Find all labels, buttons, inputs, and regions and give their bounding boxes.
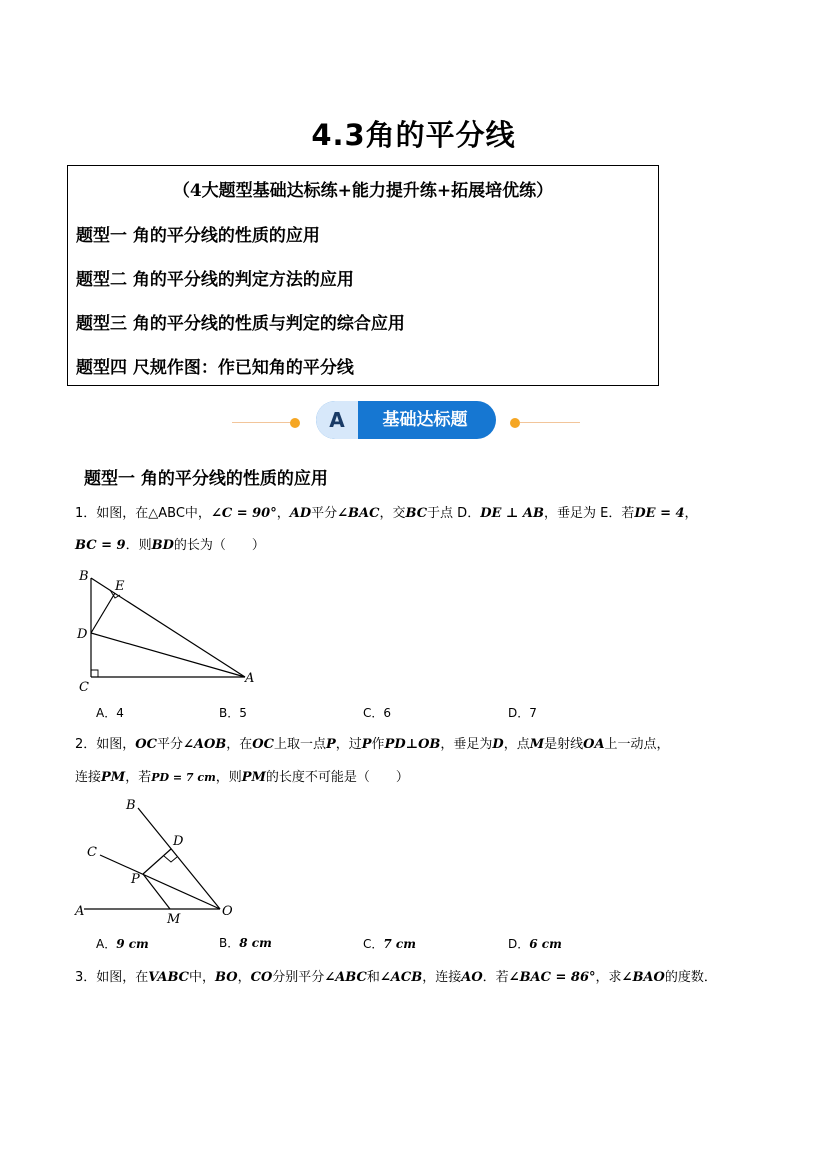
- text: ，垂足为 E．若: [544, 506, 635, 521]
- q1-option-d: D．7: [508, 706, 537, 720]
- math: OC: [135, 737, 157, 752]
- text: 的长为（ ）: [173, 538, 265, 553]
- text: 2．如图，: [75, 737, 136, 752]
- text: 作: [371, 737, 385, 752]
- text: 于点 D．: [427, 506, 481, 521]
- q2-line2: [75, 768, 409, 788]
- text: 连接: [75, 770, 102, 785]
- text: ，点: [503, 737, 530, 752]
- banner-dot-right: [510, 418, 520, 428]
- q2-option-a: [96, 934, 149, 954]
- text: ，若: [125, 770, 152, 785]
- math: AD: [289, 506, 312, 521]
- outline-item: 题型三 角的平分线的性质与判定的综合应用: [76, 314, 405, 334]
- q3-line: [75, 968, 717, 988]
- label-a: A: [75, 904, 85, 919]
- text: D．: [508, 937, 530, 951]
- label-d: D: [173, 834, 184, 849]
- math: ∠BAC: [337, 506, 380, 521]
- math: DE ⊥ AB: [480, 506, 544, 521]
- math: 8 cm: [239, 936, 272, 950]
- q1-option-b: B．5: [219, 706, 247, 720]
- segment-ad: [91, 633, 245, 677]
- math: 7 cm: [383, 937, 416, 951]
- text: A．: [96, 937, 117, 951]
- label-a: A: [245, 671, 255, 686]
- text: 平分: [156, 737, 183, 752]
- text: ，垂足为: [440, 737, 493, 752]
- text: ，在: [226, 737, 253, 752]
- text: ，则: [215, 770, 242, 785]
- math: BC: [405, 506, 428, 521]
- label-o: O: [222, 904, 233, 919]
- math: BC = 9: [75, 538, 126, 553]
- text: ，: [276, 506, 290, 521]
- math: 9 cm: [116, 937, 149, 951]
- text: 是射线: [544, 737, 584, 752]
- math: OA: [583, 737, 605, 752]
- label-m: M: [167, 912, 181, 927]
- math: ∠BAO: [621, 970, 665, 985]
- text: 的长度不可能是（ ）: [265, 770, 409, 785]
- q2-line1: [75, 735, 670, 755]
- right-angle-c: [91, 670, 98, 677]
- q1-figure: [70, 562, 270, 697]
- math: ∠ACB: [379, 970, 423, 985]
- text: ，过: [335, 737, 362, 752]
- math: PM: [101, 770, 126, 785]
- math: P: [361, 737, 372, 752]
- text: ，: [684, 506, 698, 521]
- text: 平分: [311, 506, 338, 521]
- text: C．: [363, 937, 384, 951]
- segment-pm: [143, 874, 170, 909]
- text: 上取一点: [273, 737, 326, 752]
- outline-item: 题型四 尺规作图：作已知角的平分线: [76, 358, 354, 378]
- label-d: D: [77, 627, 88, 642]
- topic-outline-box: [67, 165, 659, 386]
- math: BD: [151, 538, 174, 553]
- math: PD⊥OB: [384, 737, 441, 752]
- math: D: [492, 737, 504, 752]
- label-p: P: [131, 872, 140, 887]
- label-b: B: [126, 798, 136, 813]
- outline-item: 题型二 角的平分线的判定方法的应用: [76, 270, 354, 290]
- text: 3．如图，在: [75, 970, 149, 985]
- math: ∠BAC = 86°: [508, 970, 596, 985]
- label-e: E: [115, 579, 125, 594]
- text: ．若: [482, 970, 509, 985]
- banner-line-left: [232, 422, 292, 423]
- text: 上一动点，: [604, 737, 670, 752]
- math: PD = 7 cm: [151, 771, 216, 784]
- math: P: [325, 737, 336, 752]
- q1-option-a: A．4: [96, 706, 124, 720]
- math: PM: [241, 770, 266, 785]
- section-title: 题型一 角的平分线的性质的应用: [84, 469, 328, 489]
- text: 的度数．: [664, 970, 717, 985]
- text: ，: [237, 970, 251, 985]
- outline-item: 题型一 角的平分线的性质的应用: [76, 226, 320, 246]
- q2-option-b: [219, 933, 272, 953]
- text: 中，: [189, 970, 216, 985]
- label-c: C: [79, 680, 89, 695]
- label-c: C: [87, 845, 97, 860]
- banner-letter: A: [316, 401, 358, 439]
- ray-ob: [138, 808, 220, 909]
- banner-dot-left: [290, 418, 300, 428]
- text: ．则: [125, 538, 152, 553]
- ray-oc: [100, 855, 220, 909]
- q1-line2: [75, 536, 265, 556]
- math: CO: [250, 970, 273, 985]
- banner-label: 基础达标题: [382, 410, 468, 430]
- text: 分别平分: [272, 970, 325, 985]
- math: VABC: [148, 970, 190, 985]
- math: AO: [461, 970, 483, 985]
- text: ，求: [595, 970, 622, 985]
- banner-line-right: [520, 422, 580, 423]
- q2-option-d: [508, 934, 562, 954]
- math: OC: [252, 737, 274, 752]
- label-b: B: [79, 569, 89, 584]
- math: M: [529, 737, 545, 752]
- text: 1．如图，在△ABC中，: [75, 506, 211, 521]
- q1-option-c: C．6: [363, 706, 392, 720]
- q2-figure: [70, 793, 250, 928]
- page-title: 4.3角的平分线: [311, 118, 516, 152]
- text: 和: [366, 970, 380, 985]
- math: ∠AOB: [182, 737, 227, 752]
- q1-line1: [75, 504, 698, 524]
- outline-subtitle: （4大题型基础达标练+能力提升练+拓展培优练）: [172, 181, 554, 201]
- text: ，交: [379, 506, 406, 521]
- text: B．: [219, 936, 240, 950]
- math: ∠ABC: [324, 970, 367, 985]
- segment-de: [91, 593, 115, 633]
- right-angle-d: [164, 856, 177, 862]
- math: 6 cm: [529, 937, 562, 951]
- math: ∠C = 90°: [210, 506, 277, 521]
- text: ，连接: [422, 970, 462, 985]
- math: BO: [215, 970, 238, 985]
- segment-pd: [143, 849, 171, 874]
- q2-option-c: [363, 934, 416, 954]
- math: DE = 4: [634, 506, 685, 521]
